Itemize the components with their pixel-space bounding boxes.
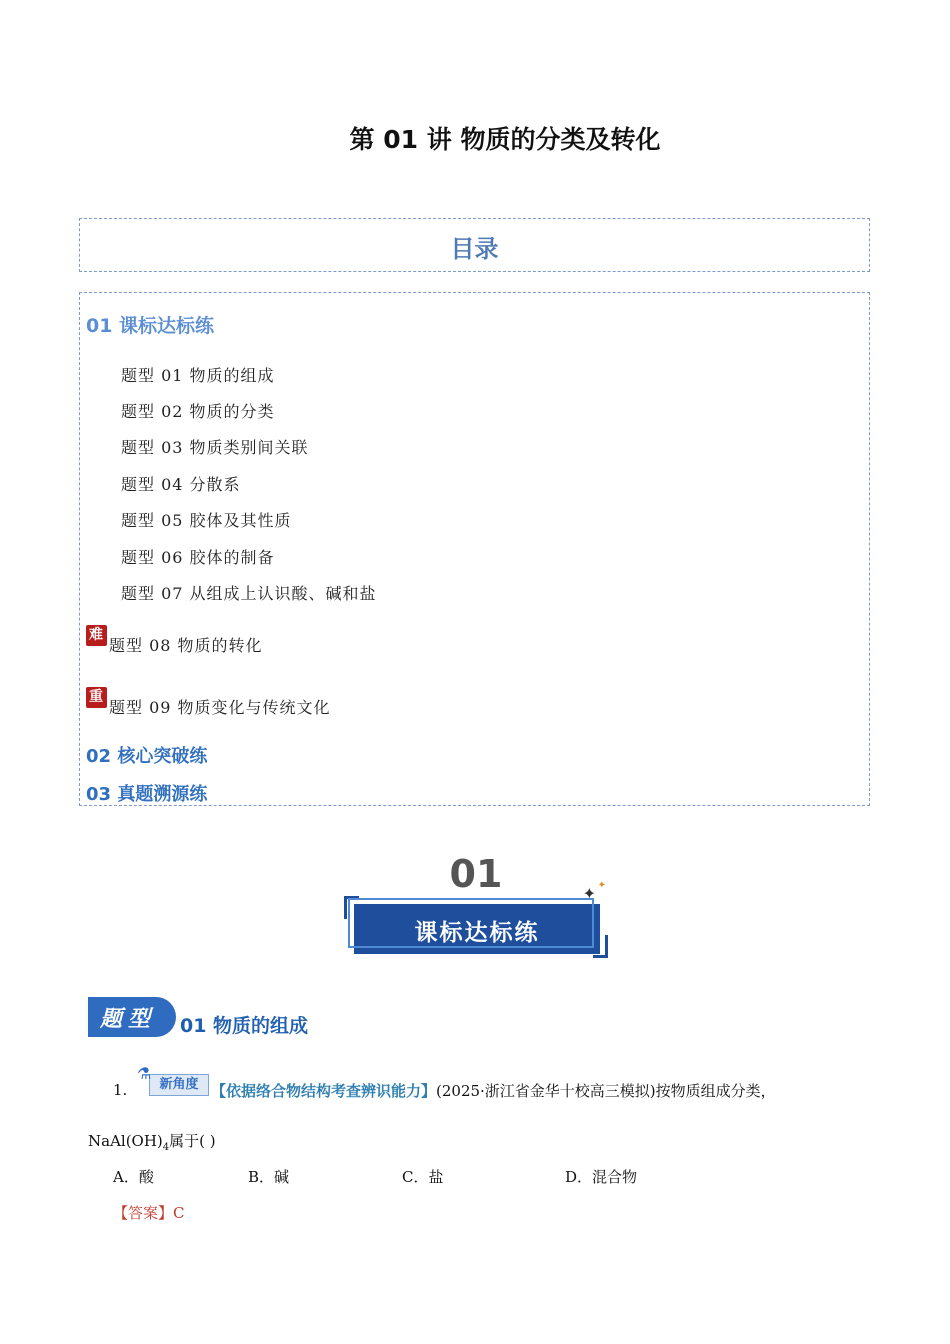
difficult-tag-icon: 难 (86, 625, 107, 646)
option-d[interactable]: D．混合物 (565, 1168, 638, 1186)
option-b[interactable]: B．碱 (248, 1168, 290, 1186)
question-stem (211, 1080, 776, 1101)
question-type-badge (88, 997, 176, 1037)
formula: NaAl(OH) (88, 1132, 163, 1150)
toc-item[interactable]: 题型 02 物质的分类 (121, 402, 275, 421)
option-a[interactable]: A．酸 (113, 1168, 154, 1186)
important-tag-icon: 重 (86, 687, 107, 708)
toc-item[interactable]: 题型 06 胶体的制备 (121, 548, 275, 567)
page-title: 第 01 讲 物质的分类及转化 (349, 125, 661, 154)
corner-decoration-icon (593, 935, 608, 958)
answer: 【答案】C (113, 1204, 185, 1222)
toc-item-difficult[interactable] (89, 627, 263, 656)
question-type-title: 01 物质的组成 (180, 1015, 309, 1037)
toc-item[interactable]: 题型 03 物质类别间关联 (121, 438, 309, 457)
formula-tail: 属于( ) (169, 1132, 216, 1150)
toc-section-3[interactable]: 03 真题溯源练 (86, 784, 208, 805)
toc-item-label: 题型 09 物质变化与传统文化 (109, 698, 331, 717)
toc-item-important[interactable] (89, 689, 331, 718)
question-number: 1. (113, 1081, 128, 1099)
banner-label: 课标达标练 (414, 920, 540, 946)
toc-section-2[interactable]: 02 核心突破练 (86, 746, 208, 767)
toc-item[interactable]: 题型 07 从组成上认识酸、碱和盐 (121, 584, 377, 603)
flask-icon: ⚗ (137, 1064, 152, 1083)
section-banner (344, 852, 608, 962)
banner-box (354, 904, 600, 954)
toc-body (79, 292, 870, 806)
toc-item[interactable]: 题型 01 物质的组成 (121, 366, 275, 385)
toc-header (79, 218, 870, 272)
toc-item[interactable]: 题型 05 胶体及其性质 (121, 511, 292, 530)
new-angle-badge-label: 新角度 (149, 1074, 209, 1096)
toc-item[interactable]: 题型 04 分散系 (121, 475, 241, 494)
toc-section-1[interactable]: 01 课标达标练 (86, 315, 215, 337)
question-stem-continued (88, 1130, 216, 1153)
question-source: (2025·浙江省金华十校高三模拟)按物质组成分类， (436, 1082, 776, 1100)
question-highlight: 【依据络合物结构考查辨识能力】 (211, 1082, 437, 1100)
formula-subscript: 4 (162, 1142, 170, 1153)
option-c[interactable]: C．盐 (402, 1168, 444, 1186)
sparkle-icon: ✦ (597, 880, 606, 891)
toc-item-label: 题型 08 物质的转化 (109, 636, 263, 655)
banner-number: 01 (449, 852, 503, 896)
new-angle-badge (137, 1064, 209, 1098)
sparkle-icon: ✦ (582, 884, 596, 903)
toc-header-label: 目录 (450, 235, 499, 263)
question-type-badge-label: 题型 (99, 1006, 156, 1032)
